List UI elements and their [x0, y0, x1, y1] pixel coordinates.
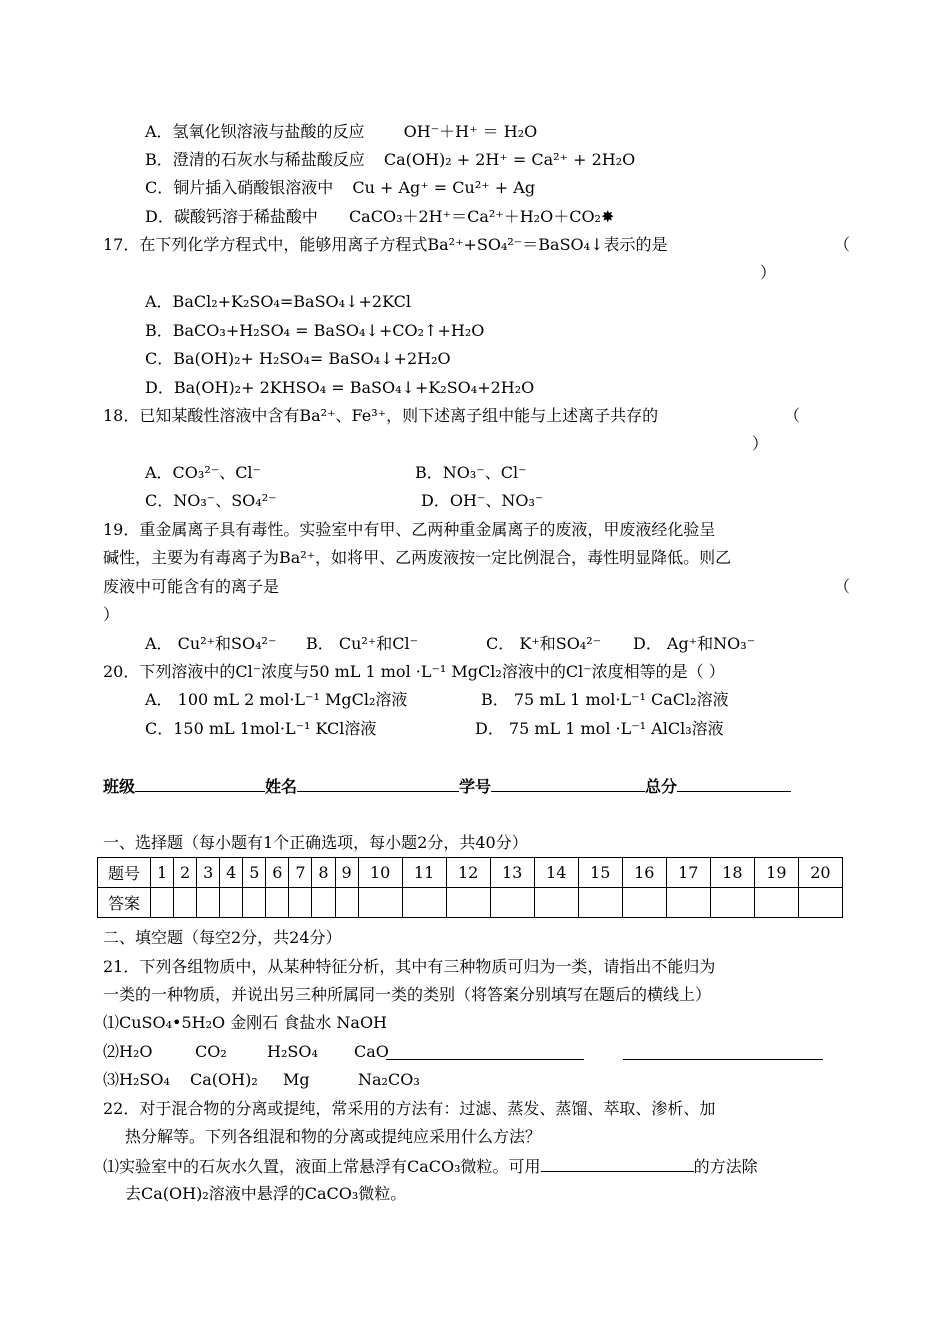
q18-option-b: B．NO₃⁻、Cl⁻: [415, 463, 527, 482]
q20-option-b: B． 75 mL 1 mol·L⁻¹ CaCl₂溶液: [481, 690, 729, 709]
q18-option-a: A．CO₃²⁻、Cl⁻: [145, 463, 261, 482]
q18-paren-open: （: [784, 406, 801, 425]
q21-group2: ⑵H₂O: [103, 1042, 153, 1061]
q19-line3: 废液中可能含有的离子是: [103, 577, 280, 596]
answer-cell[interactable]: [174, 888, 197, 918]
q21-line2: 一类的一种物质，并说出另三种所属同一类的类别（将答案分别填写在题后的横线上）: [103, 985, 712, 1004]
q16-option-a: A．氢氧化钡溶液与盐酸的反应 OH⁻＋H⁺ ＝ H₂O: [145, 122, 538, 141]
q21-group2-item: CaO: [354, 1042, 389, 1061]
question-number-cell: 10: [358, 858, 402, 888]
q19-option-a: A． Cu²⁺和SO₄²⁻: [145, 634, 277, 653]
number-label: 学号: [459, 777, 492, 796]
q21-group1: ⑴CuSO₄•5H₂O 金刚石 食盐水 NaOH: [103, 1013, 388, 1032]
score-label: 总分: [645, 777, 678, 796]
q19-option-d: D． Ag⁺和NO₃⁻: [633, 634, 756, 653]
question-number-cell: 8: [312, 858, 335, 888]
number-field[interactable]: [491, 775, 645, 792]
question-number-cell: 1: [151, 858, 174, 888]
answer-cell[interactable]: [197, 888, 220, 918]
q20-stem: 20．下列溶液中的Cl⁻浓度与50 mL 1 mol ·L⁻¹ MgCl₂溶液中的Cl⁻浓度相等的是（ ）: [103, 662, 725, 681]
q17-option-c: C．Ba(OH)₂+ H₂SO₄= BaSO₄↓+2H₂O: [145, 349, 451, 368]
q19-option-c: C． K⁺和SO₄²⁻: [486, 634, 602, 653]
section1-title: 一、选择题（每小题有1个正确选项，每小题2分，共40分）: [103, 833, 528, 852]
name-field[interactable]: [297, 775, 459, 792]
q20-option-a: A． 100 mL 2 mol·L⁻¹ MgCl₂溶液: [145, 690, 408, 709]
answer-cell[interactable]: [151, 888, 174, 918]
answer-cell[interactable]: [446, 888, 490, 918]
q21-group3-item: Mg: [283, 1070, 310, 1089]
question-number-cell: 12: [446, 858, 490, 888]
name-label: 姓名: [265, 777, 298, 796]
question-number-cell: 15: [578, 858, 622, 888]
answer-cell[interactable]: [754, 888, 798, 918]
answer-cell[interactable]: [710, 888, 754, 918]
q21-group3-item: Na₂CO₃: [358, 1070, 420, 1089]
q22-blank-1[interactable]: [541, 1155, 694, 1172]
q22-part1-cont: 去Ca(OH)₂溶液中悬浮的CaCO₃微粒。: [125, 1184, 407, 1203]
q22-part1: ⑴实验室中的石灰水久置，液面上常悬浮有CaCO₃微粒。可用 的方法除: [103, 1157, 758, 1176]
q18-paren-close: ）: [752, 434, 769, 453]
q20-option-d: D． 75 mL 1 mol ·L⁻¹ AlCl₃溶液: [475, 719, 724, 738]
question-number-cell: 20: [798, 858, 842, 888]
q21-group2-item: H₂SO₄: [267, 1042, 318, 1061]
question-number-cell: 16: [622, 858, 666, 888]
answer-cell[interactable]: [666, 888, 710, 918]
q19-paren-open: （: [834, 577, 851, 596]
q17-option-a: A．BaCl₂+K₂SO₄=BaSO₄↓+2KCl: [145, 292, 411, 311]
question-number-cell: 2: [174, 858, 197, 888]
question-number-cell: 9: [335, 858, 358, 888]
class-label: 班级: [103, 777, 136, 796]
answer-cell[interactable]: [578, 888, 622, 918]
question-number-cell: 19: [754, 858, 798, 888]
answer-cell[interactable]: [798, 888, 842, 918]
q19-line1: 19．重金属离子具有毒性。实验室中有甲、乙两种重金属离子的废液，甲废液经化验呈: [103, 520, 716, 539]
answer-table-answer-row: [98, 888, 843, 918]
question-number-cell: 7: [289, 858, 312, 888]
q17-option-b: B．BaCO₃+H₂SO₄ = BaSO₄↓+CO₂↑+H₂O: [145, 321, 485, 340]
question-number-cell: 13: [490, 858, 534, 888]
q17-paren-open: （: [834, 235, 851, 254]
answer-cell[interactable]: [622, 888, 666, 918]
q18-option-d: D．OH⁻、NO₃⁻: [421, 491, 544, 510]
q20-option-c: C．150 mL 1mol·L⁻¹ KCl溶液: [145, 719, 377, 738]
q16-option-d: D．碳酸钙溶于稀盐酸中 CaCO₃＋2H⁺＝Ca²⁺＋H₂O＋CO₂✸: [145, 207, 615, 226]
q21-group3-item: Ca(OH)₂: [190, 1070, 258, 1089]
q16-option-c: C．铜片插入硝酸银溶液中 Cu + Ag⁺ = Cu²⁺ + Ag: [145, 178, 536, 197]
answer-cell[interactable]: [402, 888, 446, 918]
q17-stem: 17．在下列化学方程式中，能够用离子方程式Ba²⁺+SO₄²⁻＝BaSO₄↓表示的是: [103, 235, 668, 254]
answer-cell[interactable]: [534, 888, 578, 918]
answer-table: [97, 857, 843, 918]
answer-cell[interactable]: [243, 888, 266, 918]
q16-option-b: B．澄清的石灰水与稀盐酸反应 Ca(OH)₂ + 2H⁺ = Ca²⁺ + 2H₂O: [145, 150, 636, 169]
question-number-cell: 4: [220, 858, 243, 888]
q18-stem: 18．已知某酸性溶液中含有Ba²⁺、Fe³⁺，则下述离子组中能与上述离子共存的: [103, 406, 659, 425]
q22-line2: 热分解等。下列各组混和物的分离或提纯应采用什么方法？: [125, 1127, 542, 1146]
q17-option-d: D．Ba(OH)₂+ 2KHSO₄ = BaSO₄↓+K₂SO₄+2H₂O: [145, 378, 535, 397]
score-field[interactable]: [677, 775, 791, 792]
q21-line1: 21．下列各组物质中，从某种特征分析，其中有三种物质可归为一类，请指出不能归为: [103, 957, 716, 976]
answer-cell[interactable]: [358, 888, 402, 918]
question-number-cell: 18: [710, 858, 754, 888]
question-number-cell: 3: [197, 858, 220, 888]
q22-line1: 22．对于混合物的分离或提纯，常采用的方法有：过滤、蒸发、蒸馏、萃取、渗析、加: [103, 1099, 716, 1118]
q18-option-c: C．NO₃⁻、SO₄²⁻: [145, 491, 277, 510]
q21-blank-1[interactable]: [386, 1043, 584, 1060]
answer-cell[interactable]: [220, 888, 243, 918]
row-label-answer: 答案: [98, 888, 151, 918]
section2-title: 二、填空题（每空2分，共24分）: [103, 928, 342, 947]
answer-cell[interactable]: [266, 888, 289, 918]
answer-table-number-row: [98, 858, 843, 888]
question-number-cell: 6: [266, 858, 289, 888]
q19-line2: 碱性，主要为有毒离子为Ba²⁺，如将甲、乙两废液按一定比例混合，毒性明显降低。则乙: [103, 548, 732, 567]
student-info-row: [103, 775, 791, 798]
row-label-number: 题号: [98, 858, 151, 888]
question-number-cell: 14: [534, 858, 578, 888]
answer-cell[interactable]: [289, 888, 312, 918]
question-number-cell: 5: [243, 858, 266, 888]
class-field[interactable]: [135, 775, 265, 792]
answer-cell[interactable]: [312, 888, 335, 918]
q21-group3-item: ⑶H₂SO₄: [103, 1070, 170, 1089]
q21-blank-2[interactable]: [623, 1043, 823, 1060]
question-number-cell: 11: [402, 858, 446, 888]
q19-option-b: B． Cu²⁺和Cl⁻: [306, 634, 419, 653]
q17-paren-close: ）: [760, 263, 777, 282]
answer-cell[interactable]: [490, 888, 534, 918]
question-number-cell: 17: [666, 858, 710, 888]
q21-group2-item: CO₂: [195, 1042, 227, 1061]
answer-cell[interactable]: [335, 888, 358, 918]
q19-paren-close: ）: [103, 605, 120, 624]
